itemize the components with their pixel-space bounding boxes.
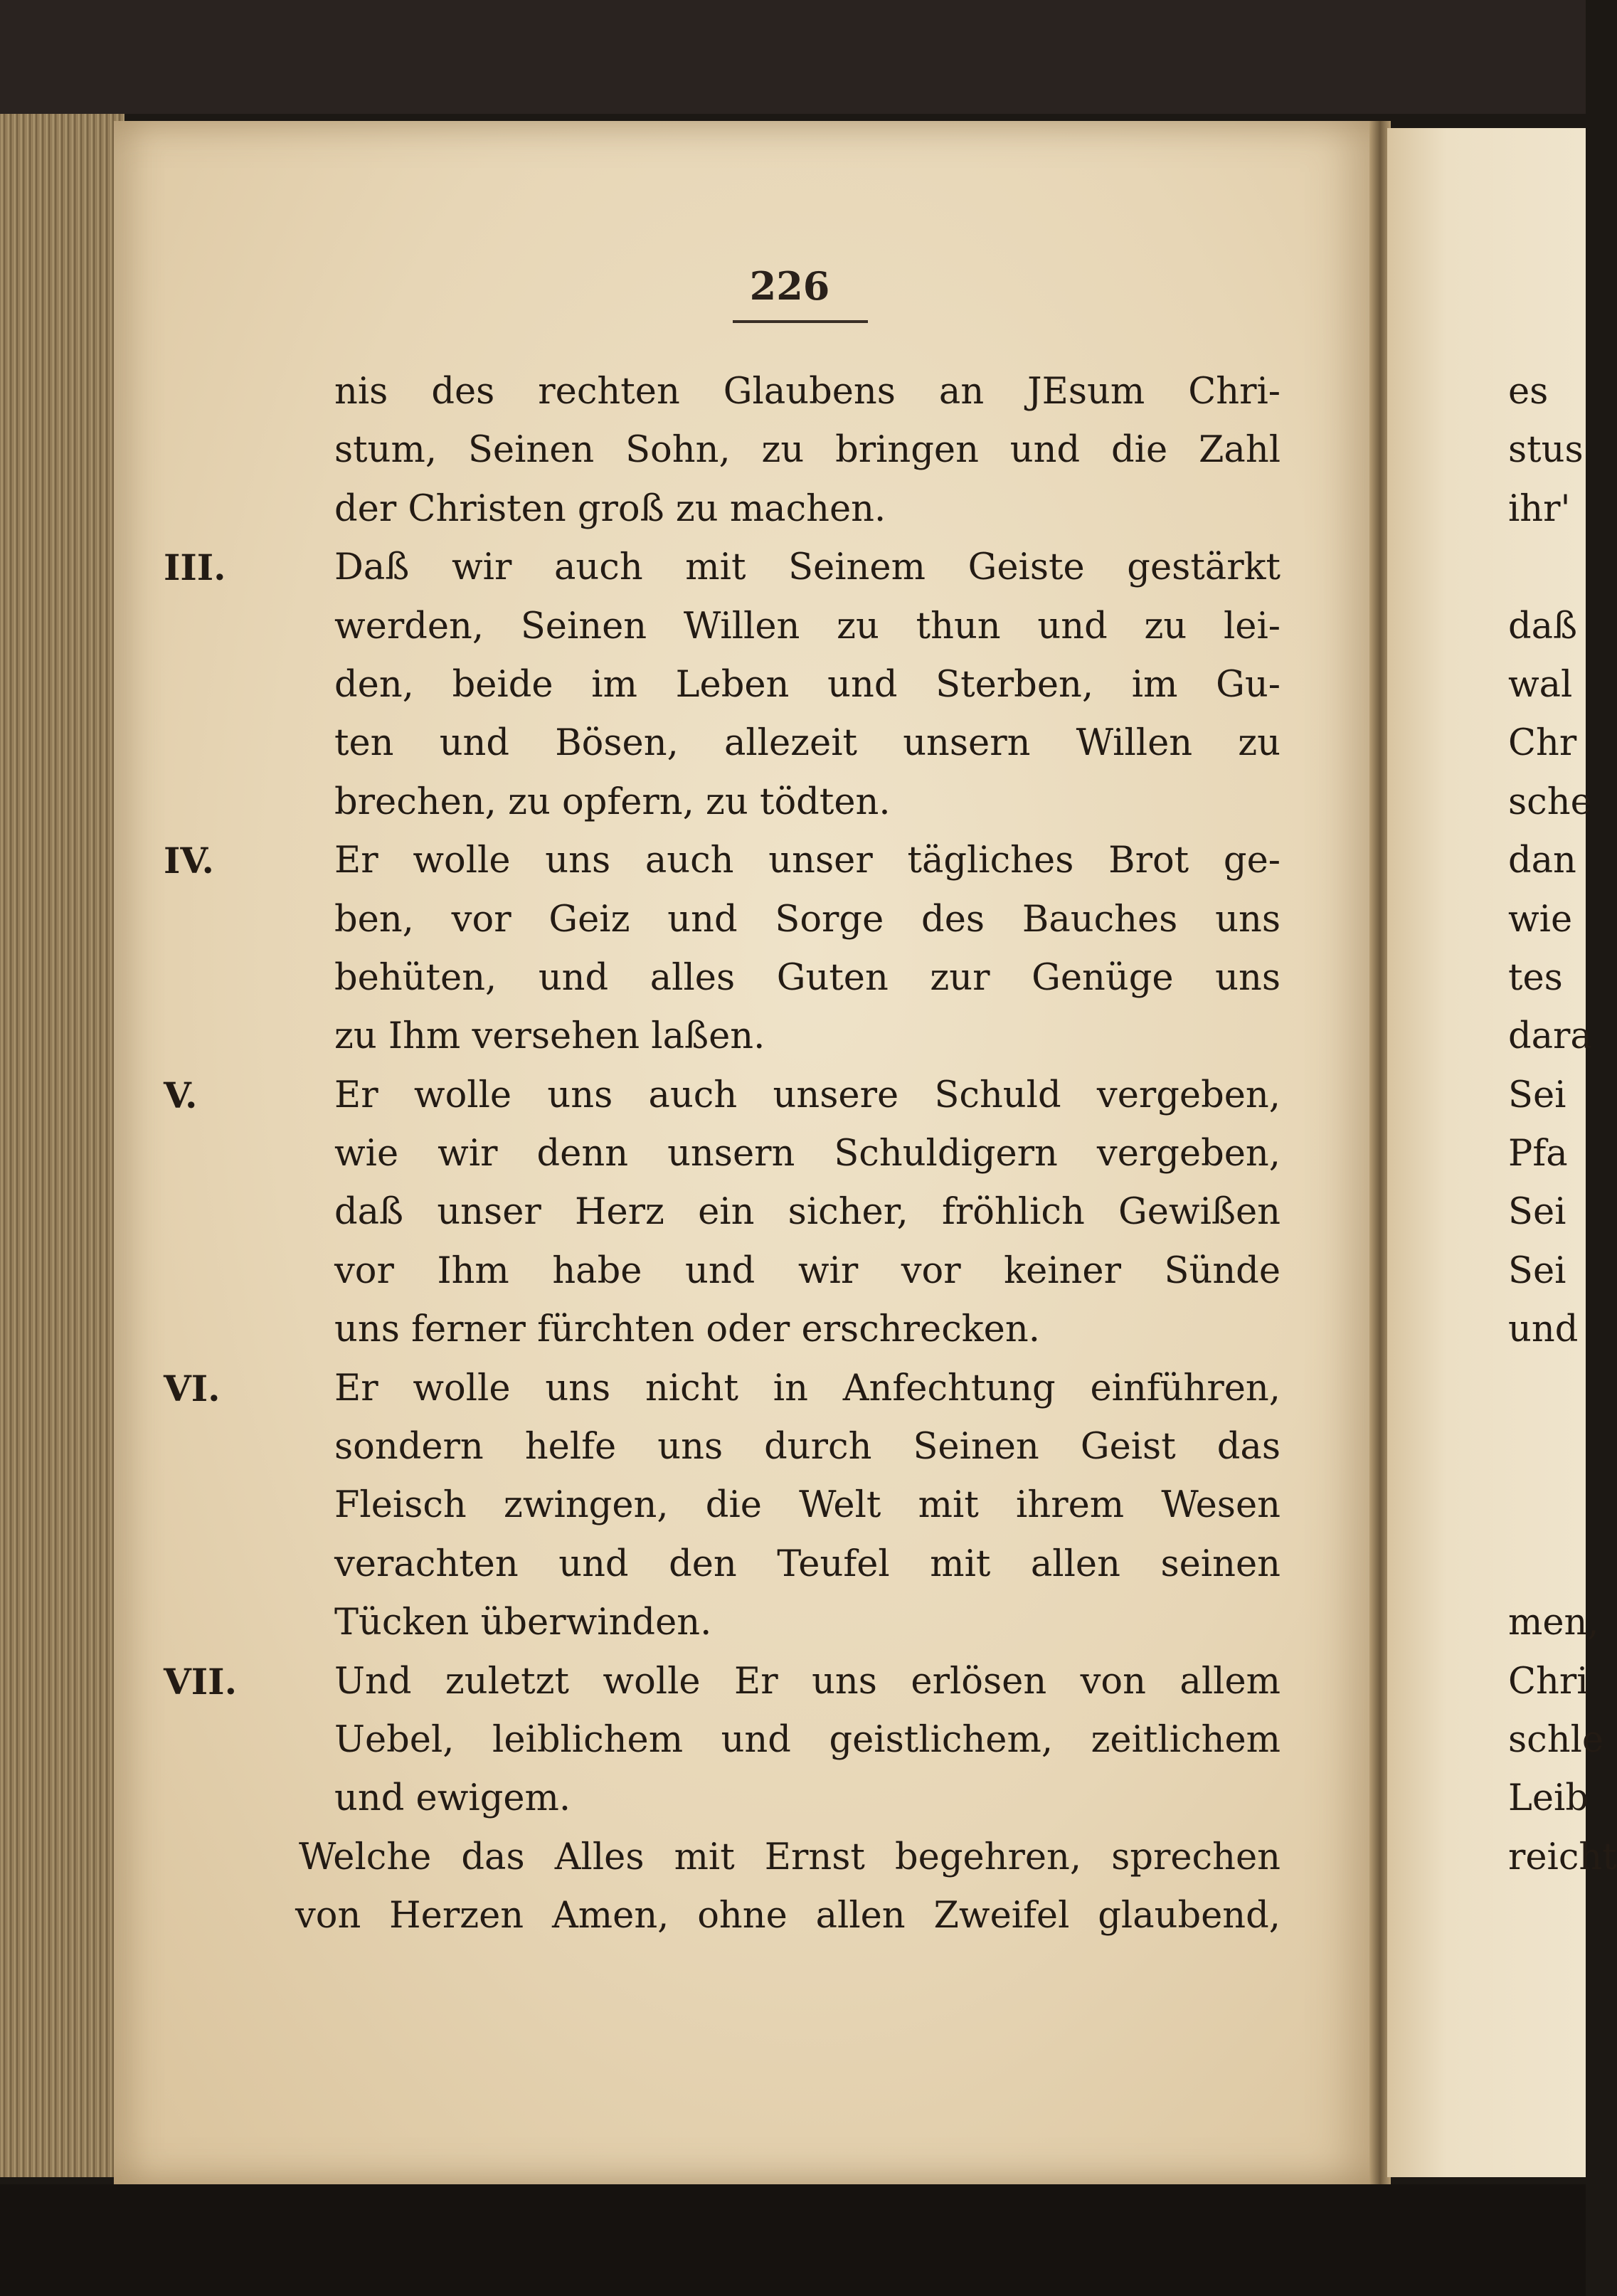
text-line bbox=[164, 1360, 1281, 1418]
facing-line: und bbox=[1508, 1308, 1579, 1351]
line-text: stum, Seinen Sohn, zu bringen und die Zahl bbox=[334, 429, 1281, 472]
facing-line: ihr' bbox=[1508, 487, 1571, 530]
text-line bbox=[164, 1067, 1281, 1125]
text-line bbox=[295, 1887, 1281, 1945]
facing-page-text bbox=[1508, 363, 1617, 1887]
line-text: Und zuletzt wolle Er uns erlösen von allem bbox=[334, 1660, 1281, 1703]
text-line bbox=[334, 1125, 1281, 1183]
line-text: brechen, zu opfern, zu tödten. bbox=[334, 781, 891, 823]
line-text: Welche das Alles mit Ernst begehren, sprechen bbox=[299, 1836, 1281, 1878]
line-text: Fleisch zwingen, die Welt mit ihrem Wesen bbox=[334, 1484, 1281, 1527]
line-text: von Herzen Amen, ohne allen Zweifel glaubend, bbox=[295, 1895, 1281, 1937]
line-text: Uebel, leiblichem und geistlichem, zeitlichem bbox=[334, 1718, 1281, 1761]
line-text: Er wolle uns auch unser tägliches Brot ge- bbox=[334, 840, 1281, 882]
line-text: werden, Seinen Willen zu thun und zu lei- bbox=[334, 605, 1281, 647]
book-page-edges bbox=[0, 114, 124, 2177]
line-text: Er wolle uns nicht in Anfechtung einführen, bbox=[334, 1367, 1281, 1409]
text-line bbox=[334, 598, 1281, 656]
facing-line bbox=[1508, 1535, 1586, 1594]
line-text: verachten und den Teufel mit allen seinen bbox=[334, 1543, 1281, 1585]
facing-line: Pfa bbox=[1508, 1133, 1568, 1175]
text-line bbox=[334, 773, 1281, 832]
line-text: Er wolle uns auch unsere Schuld vergeben, bbox=[334, 1074, 1281, 1116]
line-text: daß unser Herz ein sicher, fröhlich Gewißen bbox=[334, 1191, 1281, 1234]
text-line bbox=[334, 949, 1281, 1007]
facing-line: wie bbox=[1508, 898, 1573, 941]
scan-top-edge bbox=[0, 0, 1586, 114]
facing-line: schle bbox=[1508, 1718, 1604, 1761]
petition-numeral: III. bbox=[164, 546, 226, 589]
line-text: uns ferner fürchten oder erschrecken. bbox=[334, 1308, 1040, 1351]
text-line bbox=[334, 714, 1281, 773]
petition-numeral: VII. bbox=[164, 1660, 237, 1703]
line-text: sondern helfe uns durch Seinen Geist das bbox=[334, 1426, 1281, 1469]
facing-line: stus bbox=[1508, 429, 1584, 472]
line-text: und ewigem. bbox=[334, 1777, 571, 1820]
text-line bbox=[334, 1594, 1281, 1652]
line-text: behüten, und alles Guten zur Genüge uns bbox=[334, 956, 1281, 999]
facing-line bbox=[1508, 1476, 1586, 1535]
scan-bottom-edge bbox=[0, 2184, 1586, 2296]
line-text: Tücken überwinden. bbox=[334, 1602, 712, 1644]
text-line bbox=[334, 1183, 1281, 1242]
facing-line: Sei bbox=[1508, 1191, 1566, 1234]
facing-line: men, bbox=[1508, 1602, 1599, 1644]
text-line bbox=[334, 891, 1281, 949]
line-text: vor Ihm habe und wir vor keiner Sünde bbox=[334, 1249, 1281, 1292]
text-line bbox=[299, 1829, 1281, 1887]
line-text: ten und Bösen, allezeit unsern Willen zu bbox=[334, 722, 1281, 765]
petition-numeral: IV. bbox=[164, 840, 214, 882]
line-text: zu Ihm versehen laßen. bbox=[334, 1015, 765, 1058]
text-line bbox=[334, 1711, 1281, 1769]
petition-numeral: V. bbox=[164, 1074, 198, 1116]
line-text: ben, vor Geiz und Sorge des Bauches uns bbox=[334, 898, 1281, 941]
text-line bbox=[334, 1418, 1281, 1476]
facing-line: dara bbox=[1508, 1015, 1592, 1058]
facing-line bbox=[1508, 1360, 1586, 1418]
facing-line: daß bbox=[1508, 605, 1578, 647]
facing-line: Leib bbox=[1508, 1777, 1589, 1820]
facing-line: Chri bbox=[1508, 1660, 1589, 1703]
text-line bbox=[164, 539, 1281, 597]
facing-line: Sei bbox=[1508, 1249, 1566, 1292]
page-number-rule bbox=[733, 320, 868, 323]
text-line bbox=[334, 1301, 1281, 1359]
text-line bbox=[334, 656, 1281, 714]
text-line bbox=[164, 1653, 1281, 1711]
facing-line: tes bbox=[1508, 956, 1563, 999]
text-line bbox=[334, 1769, 1281, 1828]
facing-line bbox=[1508, 1418, 1586, 1476]
text-line bbox=[334, 363, 1281, 421]
text-line bbox=[334, 1007, 1281, 1066]
line-text: den, beide im Leben und Sterben, im Gu- bbox=[334, 663, 1281, 706]
text-line bbox=[334, 421, 1281, 480]
line-text: wie wir denn unsern Schuldigern vergeben, bbox=[334, 1133, 1281, 1175]
text-line bbox=[334, 480, 1281, 539]
facing-line: dan bbox=[1508, 840, 1576, 882]
text-line bbox=[334, 1242, 1281, 1301]
facing-line bbox=[1508, 539, 1586, 597]
petition-numeral: VI. bbox=[164, 1367, 221, 1409]
facing-line: sche bbox=[1508, 781, 1592, 823]
facing-line: Chr bbox=[1508, 722, 1577, 765]
facing-line: wal bbox=[1508, 663, 1573, 706]
facing-line: reicht bbox=[1508, 1836, 1617, 1878]
page-number: 226 bbox=[749, 263, 830, 309]
text-line bbox=[334, 1535, 1281, 1594]
line-text: nis des rechten Glaubens an JEsum Chri- bbox=[334, 371, 1281, 413]
text-line bbox=[164, 832, 1281, 890]
page-text bbox=[164, 363, 1281, 1946]
text-line bbox=[334, 1476, 1281, 1535]
facing-line: es bbox=[1508, 371, 1549, 413]
line-text: Daß wir auch mit Seinem Geiste gestärkt bbox=[334, 546, 1281, 589]
facing-line: Sei bbox=[1508, 1074, 1566, 1116]
line-text: der Christen groß zu machen. bbox=[334, 487, 886, 530]
